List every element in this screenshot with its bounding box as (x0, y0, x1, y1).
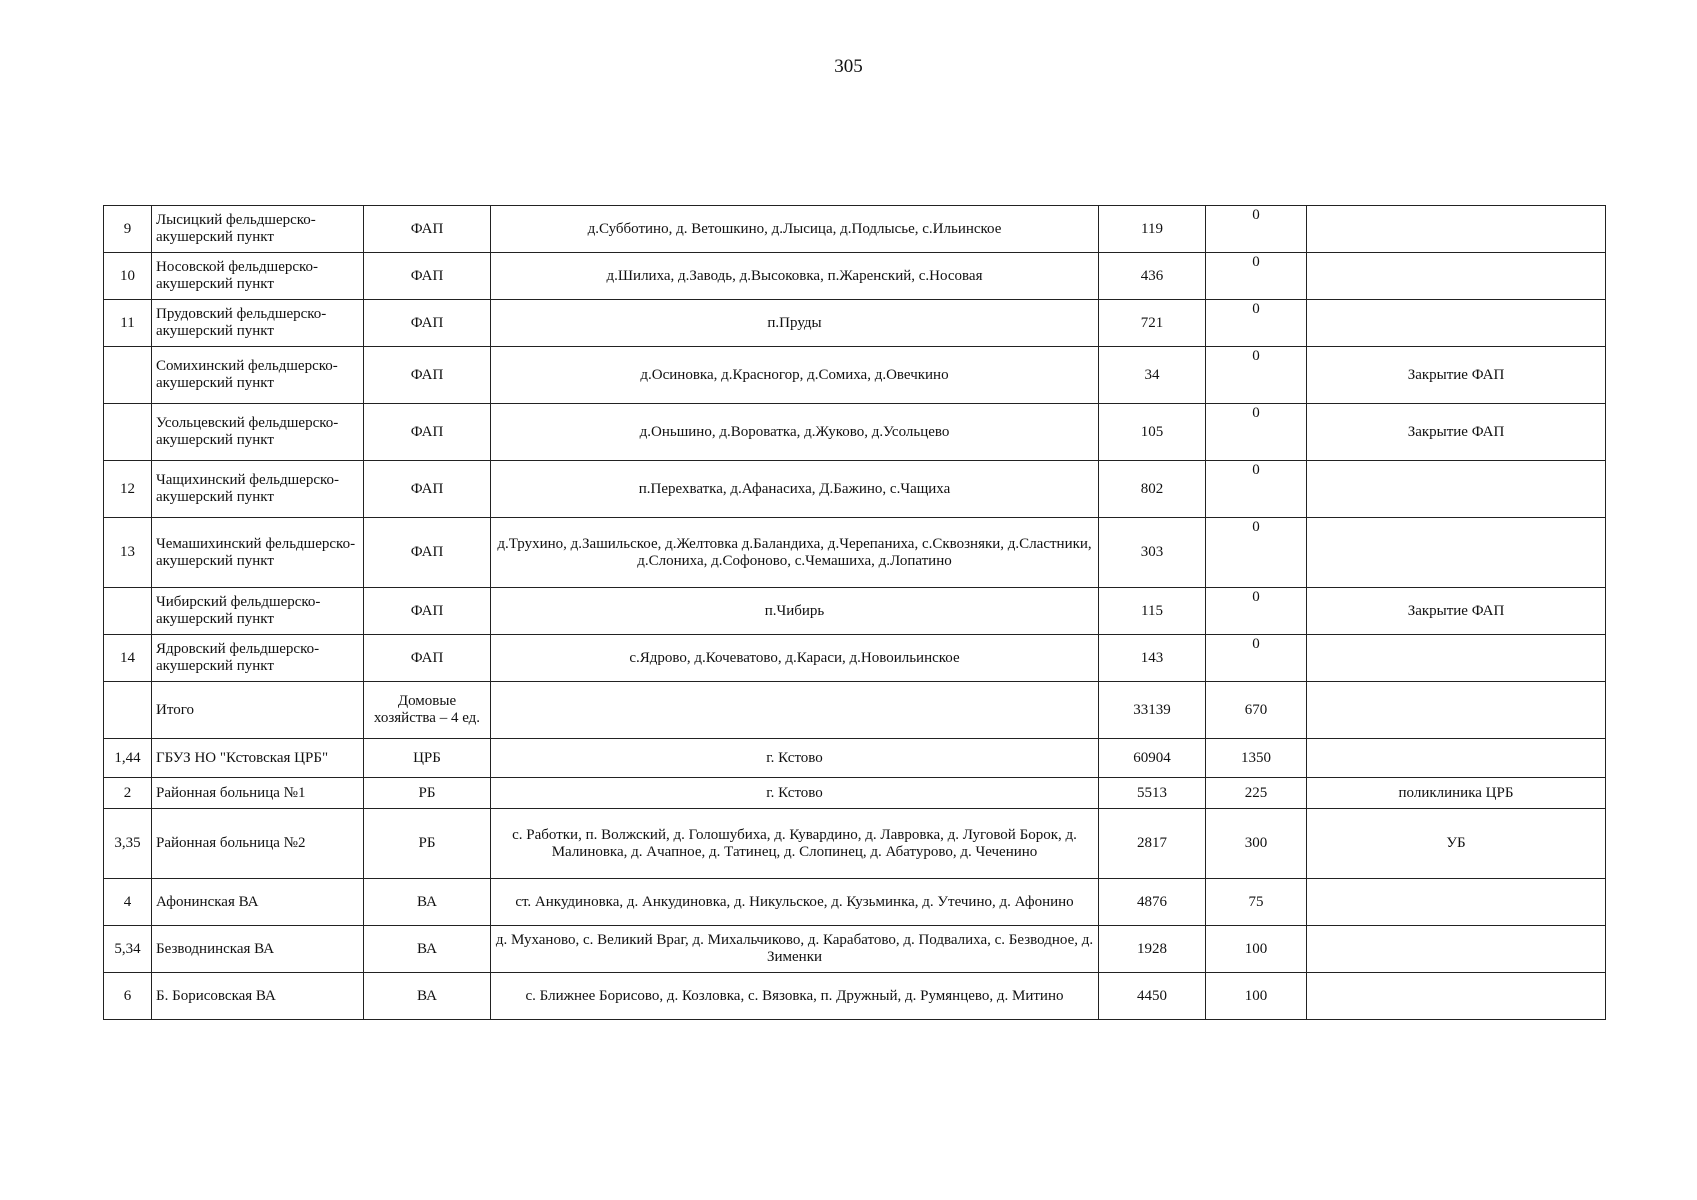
facility-type: ВА (364, 973, 491, 1020)
note (1307, 518, 1606, 588)
facility-type: ФАП (364, 206, 491, 253)
beds: 100 (1206, 926, 1307, 973)
beds: 0 (1206, 588, 1307, 635)
facility-name: Афонинская ВА (152, 879, 364, 926)
beds: 0 (1206, 300, 1307, 347)
population: 60904 (1099, 739, 1206, 778)
row-number: 1,44 (104, 739, 152, 778)
beds: 670 (1206, 682, 1307, 739)
note (1307, 739, 1606, 778)
note (1307, 635, 1606, 682)
facility-name: Районная больница №1 (152, 778, 364, 809)
row-number (104, 588, 152, 635)
beds: 0 (1206, 206, 1307, 253)
table-row (104, 404, 1606, 461)
service-area (491, 682, 1099, 739)
row-number (104, 682, 152, 739)
beds: 0 (1206, 635, 1307, 682)
facility-name: ГБУЗ НО "Кстовская ЦРБ" (152, 739, 364, 778)
note (1307, 253, 1606, 300)
table-row (104, 739, 1606, 778)
facility-name: Усольцевский фельдшерско-акушерский пункт (152, 404, 364, 461)
row-number: 11 (104, 300, 152, 347)
population: 721 (1099, 300, 1206, 347)
facility-name: Сомихинский фельдшерско-акушерский пункт (152, 347, 364, 404)
population: 2817 (1099, 809, 1206, 879)
table-row (104, 347, 1606, 404)
service-area: с. Ближнее Борисово, д. Козловка, с. Вязовка, п. Дружный, д. Румянцево, д. Митино (491, 973, 1099, 1020)
population: 436 (1099, 253, 1206, 300)
table-row (104, 778, 1606, 809)
note: поликлиника ЦРБ (1307, 778, 1606, 809)
population: 119 (1099, 206, 1206, 253)
service-area: д.Осиновка, д.Красногор, д.Сомиха, д.Овечкино (491, 347, 1099, 404)
population: 33139 (1099, 682, 1206, 739)
facility-name: Безводнинская ВА (152, 926, 364, 973)
beds: 0 (1206, 253, 1307, 300)
note (1307, 879, 1606, 926)
facility-type: ФАП (364, 300, 491, 347)
population: 105 (1099, 404, 1206, 461)
row-number: 6 (104, 973, 152, 1020)
row-number: 2 (104, 778, 152, 809)
population: 1928 (1099, 926, 1206, 973)
facility-type: ФАП (364, 347, 491, 404)
population: 115 (1099, 588, 1206, 635)
service-area: д.Шилиха, д.Заводь, д.Высоковка, п.Жаренский, с.Носовая (491, 253, 1099, 300)
facility-type: РБ (364, 809, 491, 879)
beds: 0 (1206, 347, 1307, 404)
service-area: п.Чибирь (491, 588, 1099, 635)
facility-type: ФАП (364, 518, 491, 588)
note (1307, 682, 1606, 739)
beds: 225 (1206, 778, 1307, 809)
row-number (104, 347, 152, 404)
note: Закрытие ФАП (1307, 588, 1606, 635)
totals-row (104, 682, 1606, 739)
table-row (104, 973, 1606, 1020)
note (1307, 461, 1606, 518)
population: 303 (1099, 518, 1206, 588)
service-area: ст. Анкудиновка, д. Анкудиновка, д. Никульское, д. Кузьминка, д. Утечино, д. Афонино (491, 879, 1099, 926)
row-number: 5,34 (104, 926, 152, 973)
facility-name: Итого (152, 682, 364, 739)
table-row (104, 635, 1606, 682)
service-area: г. Кстово (491, 778, 1099, 809)
note: Закрытие ФАП (1307, 404, 1606, 461)
facility-type: ВА (364, 926, 491, 973)
facility-type: ФАП (364, 404, 491, 461)
table-row (104, 253, 1606, 300)
facility-type: РБ (364, 778, 491, 809)
note: Закрытие ФАП (1307, 347, 1606, 404)
population: 34 (1099, 347, 1206, 404)
population: 802 (1099, 461, 1206, 518)
beds: 0 (1206, 404, 1307, 461)
note (1307, 206, 1606, 253)
beds: 100 (1206, 973, 1307, 1020)
service-area: п.Пруды (491, 300, 1099, 347)
row-number: 3,35 (104, 809, 152, 879)
facility-name: Ядровский фельдшерско-акушерский пункт (152, 635, 364, 682)
facility-name: Чибирский фельдшерско-акушерский пункт (152, 588, 364, 635)
table-row (104, 461, 1606, 518)
note (1307, 300, 1606, 347)
service-area: п.Перехватка, д.Афанасиха, Д.Бажино, с.Чащиха (491, 461, 1099, 518)
row-number: 10 (104, 253, 152, 300)
beds: 75 (1206, 879, 1307, 926)
service-area: д.Трухино, д.Зашильское, д.Желтовка д.Баландиха, д.Черепаниха, с.Сквозняки, д.Сластники, д.Слониха, д.Софоново, с.Чемашиха, д.Лопатино (491, 518, 1099, 588)
note (1307, 926, 1606, 973)
note (1307, 973, 1606, 1020)
population: 4876 (1099, 879, 1206, 926)
table-row (104, 588, 1606, 635)
row-number: 13 (104, 518, 152, 588)
table-row (104, 206, 1606, 253)
page-number: 305 (834, 56, 863, 77)
facility-type: ФАП (364, 253, 491, 300)
service-area: д.Оньшино, д.Вороватка, д.Жуково, д.Усольцево (491, 404, 1099, 461)
table-row (104, 518, 1606, 588)
facility-name: Носовской фельдшерско-акушерский пункт (152, 253, 364, 300)
note: УБ (1307, 809, 1606, 879)
service-area: д. Муханово, с. Великий Враг, д. Михальчиково, д. Карабатово, д. Подвалиха, с. Безводное, д. Зименки (491, 926, 1099, 973)
facility-type: ФАП (364, 461, 491, 518)
facility-type: ФАП (364, 588, 491, 635)
facility-name: Б. Борисовская ВА (152, 973, 364, 1020)
facility-type: ФАП (364, 635, 491, 682)
row-number: 9 (104, 206, 152, 253)
facility-name: Лысицкий фельдшерско-акушерский пункт (152, 206, 364, 253)
beds: 0 (1206, 461, 1307, 518)
table-row (104, 926, 1606, 973)
table-row (104, 879, 1606, 926)
facility-name: Прудовский фельдшерско-акушерский пункт (152, 300, 364, 347)
service-area: д.Субботино, д. Ветошкино, д.Лысица, д.Подлысье, с.Ильинское (491, 206, 1099, 253)
beds: 0 (1206, 518, 1307, 588)
beds: 300 (1206, 809, 1307, 879)
row-number: 12 (104, 461, 152, 518)
table-row (104, 300, 1606, 347)
population: 4450 (1099, 973, 1206, 1020)
facility-name: Районная больница №2 (152, 809, 364, 879)
beds: 1350 (1206, 739, 1307, 778)
facility-type: ЦРБ (364, 739, 491, 778)
service-area: с. Работки, п. Волжский, д. Голошубиха, д. Кувардино, д. Лавровка, д. Луговой Борок, д. Малиновка, д. Ачапное, д. Татинец, д. Слопинец, д. Абатурово, д. Чеченино (491, 809, 1099, 879)
row-number: 4 (104, 879, 152, 926)
facility-type: Домовые хозяйства – 4 ед. (364, 682, 491, 739)
population: 5513 (1099, 778, 1206, 809)
row-number: 14 (104, 635, 152, 682)
facility-name: Чемашихинский фельдшерско-акушерский пункт (152, 518, 364, 588)
row-number (104, 404, 152, 461)
facilities-table (103, 205, 1606, 1020)
population: 143 (1099, 635, 1206, 682)
service-area: с.Ядрово, д.Кочеватово, д.Караси, д.Новоильинское (491, 635, 1099, 682)
table-row (104, 809, 1606, 879)
service-area: г. Кстово (491, 739, 1099, 778)
facility-name: Чащихинский фельдшерско-акушерский пункт (152, 461, 364, 518)
facility-type: ВА (364, 879, 491, 926)
